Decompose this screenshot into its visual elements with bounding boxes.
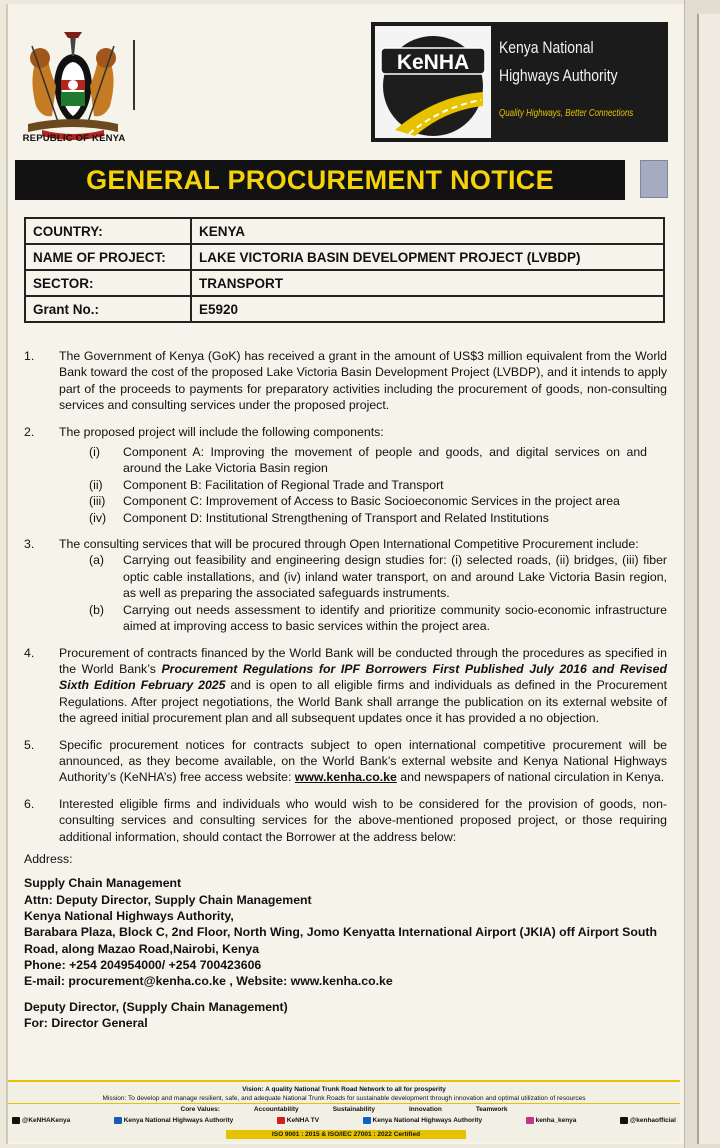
value-item: Innovation <box>408 1106 442 1113</box>
info-key: NAME OF PROJECT: <box>25 244 191 270</box>
paragraph-number: 4. <box>24 645 35 660</box>
header-divider <box>133 40 135 110</box>
linkedin-social-link[interactable]: Kenya National Highways Authority <box>363 1117 483 1124</box>
info-value: KENYA <box>191 218 664 244</box>
notice-title: GENERAL PROCUREMENT NOTICE <box>15 160 625 200</box>
procurement-regulations-emphasis: Procurement Regulations for IPF Borrowers First Published July 2016 and Revised Sixth Edition February 2025 <box>59 661 668 693</box>
info-key: COUNTRY: <box>25 218 191 244</box>
list-item: (b) Carrying out needs assessment to identify and prioritize community socio-economic infrastructure aimed at improving access to basic services within the project area. <box>89 602 667 634</box>
address-block <box>24 875 667 989</box>
paragraph-5 <box>24 737 667 786</box>
signature-title: Deputy Director, (Supply Chain Management) <box>24 1000 288 1015</box>
paragraph-text: The consulting services that will be procured through Open International Competitive Procurement include: <box>59 537 639 552</box>
paragraph-6 <box>24 796 667 845</box>
address-line: Phone: +254 204954000/ +254 700423606 <box>24 957 262 972</box>
paragraph-text: Specific procurement notices for contracts subject to open international competitive procurement will be announced, as they become available, on the World Bank’s external website and Kenya National Highways Authority’s (KeNHA’s) free access website: <box>59 737 667 785</box>
info-key: SECTOR: <box>25 270 191 296</box>
paragraph-text: Procurement of contracts financed by the World Bank will be conducted through the procedures as specified in the World Bank’s <box>59 645 667 676</box>
tiktok-icon <box>620 1117 628 1124</box>
signature-block <box>24 999 667 1031</box>
core-values-label: Core Values: <box>180 1106 220 1113</box>
paragraph-4 <box>24 645 667 727</box>
paragraph-text: and is open to all eligible firms and individuals as defined in the Procurement Regulations. After project negotiations, the World Bank shall arrange the publication on its external website of the agreed initial procurement plan and all subsequent updates once it has provided a no objection. <box>59 678 667 726</box>
youtube-social-link[interactable]: KeNHA TV <box>277 1117 319 1124</box>
list-item: (i) Component A: Improving the movement of people and goods, and digital services on and around the Lake Victoria Basin region <box>89 445 647 476</box>
footer-vision: Vision: A quality National Trunk Road Network to all for prosperity <box>242 1086 446 1093</box>
paragraph-text: The Government of Kenya (GoK) has received a grant in the amount of US$3 million equivalent from the World Bank toward the cost of the proposed Lake Victoria Basin Development Project (LVBDP), and it intends to apply part of the proceeds to payments for preparatory activities including the procurement of goods, non-consulting services and consulting services under the proposed project. <box>59 349 667 413</box>
kenha-name-line2: Highways Authority <box>499 66 618 85</box>
youtube-icon <box>277 1117 285 1124</box>
paragraph-number: 1. <box>24 349 35 363</box>
paragraph-text: and newspapers of national circulation in Kenya. <box>396 770 665 785</box>
instagram-icon <box>526 1117 534 1124</box>
address-line: Barabara Plaza, Block C, 2nd Floor, North Wing, Jomo Kenyatta International Airport (JKIA) off Airport South Road, along Mazao Road,Nairobi, Kenya <box>24 925 658 956</box>
paragraph-number: 6. <box>24 796 35 811</box>
paragraph-text: Interested eligible firms and individuals who would wish to be considered for the provision of goods, non-consulting services and consulting services for the above-mentioned proposed project, or those requiring additional information, should contact the Borrower at the address below: <box>59 796 667 844</box>
address-line: Kenya National Highways Authority, <box>24 908 234 923</box>
kenha-logo-block <box>371 22 668 142</box>
iso-certification-badge: ISO 9001 : 2015 & ISO/IEC 27001 : 2022 Certified <box>226 1130 466 1139</box>
kenha-logo-text: KeNHA <box>396 51 470 74</box>
value-item: Teamwork <box>475 1106 508 1113</box>
paragraph-3 <box>24 536 667 634</box>
decorative-gray-box <box>640 160 668 198</box>
notice-body <box>24 348 667 1031</box>
footer-banner <box>8 1080 680 1142</box>
tiktok-social-link[interactable]: @kenhaofficial <box>620 1117 676 1124</box>
table-row <box>25 218 664 244</box>
project-info-table <box>24 217 665 323</box>
facebook-social-link[interactable]: Kenya National Highways Authority <box>114 1117 234 1124</box>
paragraph-number: 5. <box>24 737 35 752</box>
footer-mission: Mission: To develop and manage resilient, safe, and adequate National Trunk Roads for sustainable development through innovation and optimal utilization of resources <box>102 1095 586 1102</box>
kenha-tagline: Quality Highways, Better Connections <box>499 108 634 119</box>
info-key: Grant No.: <box>25 296 191 322</box>
paragraph-number: 2. <box>24 424 35 439</box>
kenya-coat-of-arms-icon <box>18 26 128 146</box>
info-value: TRANSPORT <box>191 270 664 296</box>
paragraph-2 <box>24 424 667 526</box>
instagram-social-link[interactable]: kenha_kenya <box>526 1117 577 1124</box>
linkedin-icon <box>363 1117 371 1124</box>
paragraph-number: 3. <box>24 537 35 552</box>
address-line: Attn: Deputy Director, Supply Chain Management <box>24 892 312 907</box>
table-row <box>25 270 664 296</box>
footer-social-links <box>12 1117 676 1124</box>
signature-for: For: Director General <box>24 1016 148 1031</box>
info-value: E5920 <box>191 296 664 322</box>
footer-values <box>8 1106 680 1113</box>
address-line[interactable]: E-mail: procurement@kenha.co.ke , Website: www.kenha.co.ke <box>24 974 393 989</box>
value-item: Accountability <box>253 1106 299 1113</box>
list-item: (iv) Component D: Institutional Strengthening of Transport and Related Institutions <box>89 510 549 525</box>
table-row <box>25 296 664 322</box>
paragraph-1 <box>24 348 667 414</box>
kenha-road-logo-icon <box>375 26 491 138</box>
table-row <box>25 244 664 270</box>
facebook-icon <box>114 1117 122 1124</box>
address-line: Supply Chain Management <box>24 876 182 891</box>
adjacent-page-edge <box>684 0 720 1148</box>
list-item: (ii) Component B: Facilitation of Regional Trade and Transport <box>89 477 444 492</box>
paragraph-text: The proposed project will include the following components: <box>59 424 384 439</box>
value-item: Sustainability <box>332 1106 375 1113</box>
republic-of-kenya-label: REPUBLIC OF KENYA <box>22 133 126 144</box>
kenha-name-line1: Kenya National <box>499 38 594 57</box>
info-value: LAKE VICTORIA BASIN DEVELOPMENT PROJECT (LVBDP) <box>191 244 664 270</box>
list-item: (a) Carrying out feasibility and engineering design studies for: (i) selected roads, (ii) bridges, (iii) fiber optic cable installations, and (iv) inland water transport, on and around Lake Victoria Basin region, as well as preparing the associated safeguards instruments. <box>89 553 667 601</box>
list-item: (iii) Component C: Improvement of Access to Basic Socioeconomic Services in the project area <box>89 494 620 509</box>
kenha-website-link[interactable]: www.kenha.co.ke <box>294 770 397 785</box>
x-icon <box>12 1117 20 1124</box>
address-heading: Address: <box>24 851 73 866</box>
x-social-link[interactable]: @KeNHAKenya <box>12 1117 70 1124</box>
